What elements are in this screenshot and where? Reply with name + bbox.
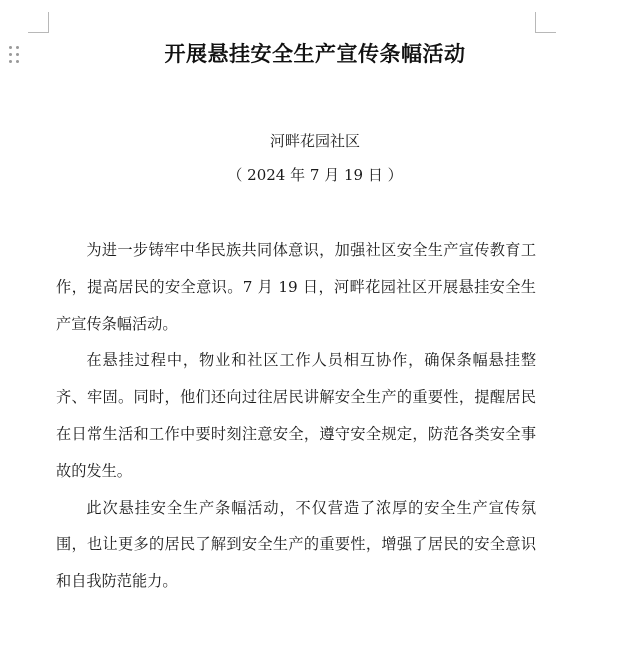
document-date: （ 2024 年 7 月 19 日 ）: [227, 166, 403, 184]
body-paragraph: 为进一步铸牢中华民族共同体意识，加强社区安全生产宣传教育工作，提高居民的安全意识。7 月 19 日，河畔花园社区开展悬挂安全生产宣传条幅活动。: [56, 241, 536, 333]
drag-handle-dot: [9, 60, 12, 63]
body-paragraph: 此次悬挂安全生产条幅活动，不仅营造了浓厚的安全生产宣传氛围，也让更多的居民了解到安全生产的重要性，增强了居民的安全意识和自我防范能力。: [56, 498, 536, 591]
body-paragraph: 在悬挂过程中，物业和社区工作人员相互协作，确保条幅悬挂整齐、牢固。同时，他们还向过往居民讲解安全生产的重要性，提醒居民在日常生活和工作中要时刻注意安全，遵守安全规定，防范各类安全事故的发生。: [56, 351, 536, 480]
page-corner-mark-top-left: [28, 12, 49, 33]
drag-handle-dot: [16, 60, 19, 63]
page-corner-mark-top-right: [535, 12, 556, 33]
organization-name: 河畔花园社区: [269, 132, 360, 150]
document-title: 开展悬挂安全生产宣传条幅活动: [164, 42, 466, 66]
drag-handle-dot: [16, 46, 19, 49]
document-body: [56, 232, 536, 600]
drag-handle-dot: [9, 46, 12, 49]
drag-handle-dot: [16, 53, 19, 56]
drag-handle-icon[interactable]: [9, 46, 21, 66]
drag-handle-dot: [9, 53, 12, 56]
